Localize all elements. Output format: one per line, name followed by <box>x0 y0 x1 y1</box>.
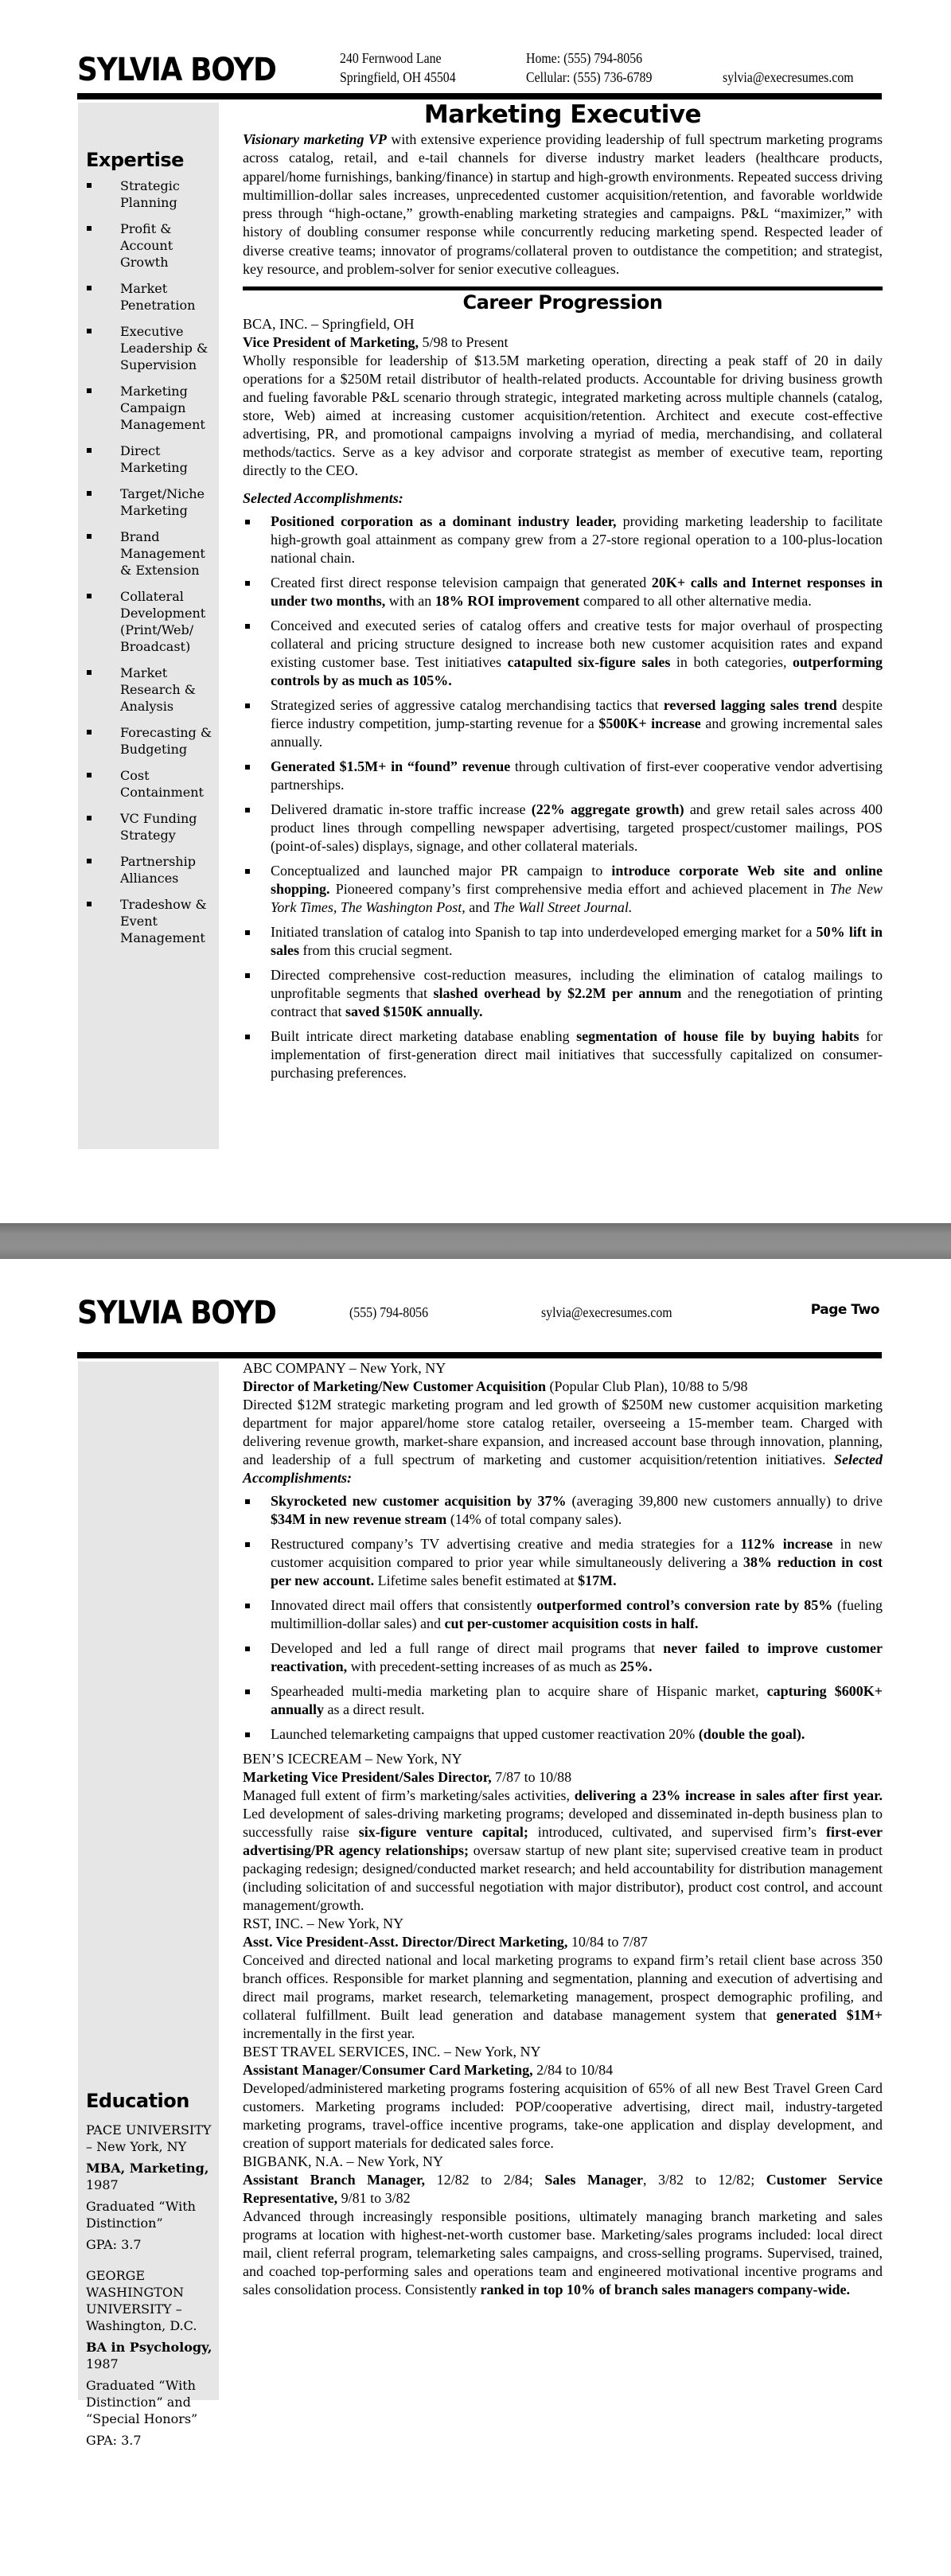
candidate-name: SYLVIA BOYD <box>77 1295 276 1331</box>
emphasis-text: 38% reduction in cost per new account. <box>271 1554 883 1588</box>
job-title: Vice President of Marketing, <box>243 334 419 351</box>
job-company: ABC COMPANY – New York, NY <box>243 1360 446 1376</box>
accomplishment-item <box>243 1596 883 1633</box>
text-run: Spearheaded multi-media marketing plan to acquire share of Hispanic market, <box>271 1683 767 1699</box>
expertise-item <box>86 177 219 211</box>
square-bullet-icon <box>87 448 92 453</box>
expertise-item <box>86 853 219 887</box>
degree <box>86 2339 212 2372</box>
accomplishment-item <box>243 1492 883 1529</box>
emphasis-text: capturing $600K+ annually <box>271 1683 883 1717</box>
expertise-label: Cost Containment <box>120 768 204 800</box>
emphasis-text: slashed overhead by $2.2M per annum <box>433 985 682 1002</box>
expertise-label: Partnership Alliances <box>120 854 196 886</box>
expertise-item <box>86 767 219 801</box>
expertise-item <box>86 588 219 655</box>
degree-year: 1987 <box>86 2177 119 2192</box>
job-title: Director of Marketing/New Customer Acquisition <box>243 1378 546 1394</box>
square-bullet-icon <box>245 930 250 935</box>
expertise-label: Direct Marketing <box>120 443 188 475</box>
address-line-1: 240 Fernwood Lane <box>340 50 442 66</box>
expertise-item <box>86 528 219 579</box>
job-company: BCA, INC. – Springfield, OH <box>243 316 415 333</box>
job-entry <box>243 1359 883 1744</box>
emphasis-text: outperformed control’s conversion rate by 85% <box>536 1597 833 1613</box>
accomplishment-item <box>243 696 883 751</box>
sidebar-education <box>78 1362 219 2448</box>
emphasis-text: Generated $1.5M+ in “found” revenue <box>271 758 511 775</box>
degree <box>86 2160 212 2193</box>
text-run: (averaging 39,800 new customers annually) to drive <box>566 1493 883 1509</box>
main-content-page-2 <box>243 1359 883 2299</box>
square-bullet-icon <box>245 1542 250 1547</box>
accomplishment-item <box>243 617 883 690</box>
emphasis-text: 20K+ calls and Internet responses in under two months, <box>271 575 883 610</box>
text-run: Conceptualized and launched major PR campaign to <box>271 863 612 879</box>
square-bullet-icon <box>87 329 92 333</box>
accomplishment-item <box>243 966 883 1021</box>
square-bullet-icon <box>245 1035 250 1039</box>
text-run: Innovated direct mail offers that consistently <box>271 1597 537 1613</box>
accomplishment-item <box>243 1682 883 1719</box>
job-role <box>243 1768 883 1787</box>
expertise-item <box>86 383 219 433</box>
header-rule <box>77 93 882 99</box>
expertise-label: Strategic Planning <box>120 178 180 210</box>
text-run: (fueling multimillion-dollar sales) and <box>271 1597 883 1631</box>
job-company: BEST TRAVEL SERVICES, INC. – New York, NY <box>243 2044 541 2060</box>
expertise-item <box>86 280 219 314</box>
education-heading: Education <box>86 2090 189 2112</box>
summary-text: with extensive experience providing leadership of full spectrum marketing programs across catalog, retail, and e-tail channels for diverse industry market leaders (healthcare products, apparel/home furnishings, banking/finance) in startup and high-growth environments. Repeated success driving multimillion-dollar sales increases, unprecedented customer acquisition/retention, and favorable worldwide press through “high-octane,” growth-enabling marketing strategies and campaigns. P&L “maximizer,” with history of doubling consumer response while concurrently reducing marketing spend. Respected leader of diverse creative teams; innovator of programs/collateral proven to outdistance the competition; and strategist, key resource, and problem-solver for senior executive colleagues. <box>243 131 883 278</box>
page-number: Page Two <box>810 1302 879 1318</box>
emphasis-text: 18% ROI improvement <box>435 593 580 610</box>
text-run: and grew retail sales across 400 product lines through compelling newspaper advertising, targeted prospect/customer mailings, POS (point-of-sales) displays, signage, and other collateral materials. <box>271 801 883 855</box>
text-run: Conceived and directed national and local marketing programs to expand firm’s retail client base across 350 branch offices. Responsible for market planning and segmentation, planning and execution of advertising and direct mail programs, market research, telemarketing management, prospect demographic profiling, and collateral fulfillment. Built lead generation and database management system that <box>243 1952 883 2023</box>
sidebar-expertise <box>78 103 219 1149</box>
school-name: GEORGE WASHINGTON UNIVERSITY – Washington, D.C. <box>86 2268 197 2333</box>
job-description <box>243 2208 883 2299</box>
emphasis-text: (22% aggregate growth) <box>531 801 684 818</box>
square-bullet-icon <box>245 703 250 708</box>
square-bullet-icon <box>87 670 92 675</box>
expertise-item <box>86 485 219 519</box>
text-run: as a direct result. <box>324 1701 425 1717</box>
gpa: GPA: 3.7 <box>86 2433 142 2448</box>
emphasis-text: catapulted six-figure sales <box>507 654 671 671</box>
phone: (555) 794-8056 <box>349 1304 428 1320</box>
job-title: Marketing Vice President/Sales Director, <box>243 1769 492 1785</box>
email-link[interactable]: sylvia@execresumes.com <box>723 69 854 85</box>
text-run: Developed and led a full range of direct mail programs that <box>271 1640 664 1656</box>
page-title: Marketing Executive <box>423 100 702 129</box>
emphasis-text: Sales Manager <box>544 2172 643 2188</box>
text-run: from this crucial segment. <box>299 942 453 959</box>
expertise-label: Tradeshow & Event Management <box>120 897 207 945</box>
emphasis-text: cut per-customer acquisition costs in half. <box>444 1615 699 1631</box>
emphasis-text: generated $1M+ <box>776 2007 883 2023</box>
job-description <box>243 1951 883 2043</box>
job-role <box>243 1933 883 1951</box>
expertise-label: Marketing Campaign Management <box>120 384 205 432</box>
text-run: for implementation of first-generation direct mail initiatives that successfully capitalized on consumer-purchasing preferences. <box>271 1028 883 1081</box>
expertise-label: Profit & Account Growth <box>120 221 173 270</box>
text-run: Restructured company’s TV advertising creative and media strategies for a <box>271 1536 741 1552</box>
school-name: PACE UNIVERSITY – New York, NY <box>86 2122 212 2154</box>
job-dates: 10/84 to 7/87 <box>567 1934 648 1950</box>
job-title: Asst. Vice President-Asst. Director/Direct Marketing, <box>243 1934 568 1950</box>
emphasis-text: introduce corporate Web site and online shopping. <box>271 863 883 898</box>
square-bullet-icon <box>87 773 92 777</box>
text-run: through cultivation of first-ever cooperative vendor advertising partnerships. <box>271 758 883 793</box>
page-header <box>77 48 881 95</box>
square-bullet-icon <box>87 183 92 188</box>
job-role <box>243 2171 883 2208</box>
expertise-item <box>86 442 219 476</box>
career-heading: Career Progression <box>462 291 663 314</box>
text-run: and growing incremental sales annually. <box>271 715 883 750</box>
emphasis-text: never failed to improve customer reactivation, <box>271 1640 883 1674</box>
text-run: Led development of sales-driving marketing programs; developed and disseminated in-depth business plan to successfully raise <box>243 1806 883 1840</box>
square-bullet-icon <box>87 902 92 906</box>
publication-name: The New York Times, The Washington Post, <box>271 881 883 916</box>
expertise-label: Target/Niche Marketing <box>120 486 205 518</box>
cell-phone: Cellular: (555) 736-6789 <box>526 69 653 85</box>
square-bullet-icon <box>245 581 250 586</box>
text-run: , 3/82 to 12/82; <box>642 2172 766 2188</box>
text-run: Delivered dramatic in-store traffic increase <box>271 801 532 818</box>
text-run: with an <box>385 593 435 610</box>
emphasis-text: outperforming controls by as much as 105%. <box>271 654 883 689</box>
square-bullet-icon <box>245 1689 250 1694</box>
expertise-item <box>86 323 219 373</box>
job-company: RST, INC. – New York, NY <box>243 1915 404 1931</box>
text-run: Launched telemarketing campaigns that upped customer reactivation 20% <box>271 1726 699 1742</box>
text-run: Built intricate direct marketing database enabling <box>271 1028 577 1045</box>
text-run: and the renegotiation of printing contract that <box>271 985 883 1020</box>
text-run: despite fierce industry competition, jump-starting revenue for a <box>271 697 883 732</box>
honors: Graduated “With Distinction” <box>86 2199 196 2231</box>
accomplishment-item <box>243 862 883 917</box>
summary-lead: Visionary marketing VP <box>243 131 387 147</box>
text-run: Created first direct response television campaign that generated <box>271 575 652 591</box>
section-rule <box>243 286 883 290</box>
accomplishments-list <box>243 512 883 1082</box>
square-bullet-icon <box>87 594 92 598</box>
emphasis-text: Positioned corporation as a dominant industry leader, <box>271 513 617 530</box>
emphasis-text: delivering a 23% increase in sales after first year. <box>574 1787 883 1803</box>
text-run: Directed comprehensive cost-reduction measures, including the elimination of catalog mailings to unprofitable segments that <box>271 967 883 1002</box>
job-entry <box>243 2153 883 2299</box>
job-company: BIGBANK, N.A. – New York, NY <box>243 2153 444 2169</box>
square-bullet-icon <box>87 286 92 290</box>
publication-name: The Wall Street Journal. <box>493 899 633 916</box>
job-title: Assistant Manager/Consumer Card Marketing, <box>243 2062 533 2078</box>
expertise-label: Brand Management & Extension <box>120 529 205 578</box>
expertise-label: Market Research & Analysis <box>120 665 196 714</box>
expertise-item <box>86 896 219 946</box>
text-run: Advanced through increasingly responsible positions, ultimately managing branch marketing and sales programs at location with highest-net-worth customer base. Marketing/sales programs included: local direct mail, client referral program, telemarketing sales campaigns, and cross-selling programs. Supervised, trained, and coached top-performing sales and operations team and engineered motivational incentive programs and sales consolidation process. Consistently <box>243 2208 883 2297</box>
expertise-item <box>86 724 219 758</box>
job-entry <box>243 1915 883 2043</box>
degree-title: MBA, Marketing, <box>86 2161 209 2176</box>
square-bullet-icon <box>245 973 250 978</box>
square-bullet-icon <box>87 859 92 863</box>
expertise-heading: Expertise <box>86 149 184 171</box>
expertise-label: VC Funding Strategy <box>120 811 197 843</box>
address-line-2: Springfield, OH 45504 <box>340 69 456 85</box>
text-run: Initiated translation of catalog into Spanish to tap into underdeveloped emerging market for a <box>271 924 817 941</box>
square-bullet-icon <box>245 1499 250 1504</box>
emphasis-text: 50% lift in sales <box>271 924 883 959</box>
job-description <box>243 2079 883 2153</box>
emphasis-text: segmentation of house file by buying habits <box>576 1028 859 1045</box>
text-run: Lifetime sales benefit estimated at <box>374 1572 579 1588</box>
job-role <box>243 2061 883 2079</box>
emphasis-text: (double the goal). <box>698 1726 805 1742</box>
emphasis-text: Assistant Branch Manager, <box>243 2172 426 2188</box>
text-run: Conceived and executed series of catalog offers and creative tests for major overhaul of prospecting collateral and pricing structure designed to increase both new customer acquisition rates and expand existing customer base. Test initiatives <box>271 618 883 671</box>
text-run: with precedent-setting increases of as much as <box>347 1658 621 1674</box>
square-bullet-icon <box>87 388 92 393</box>
square-bullet-icon <box>245 869 250 874</box>
text-run: in both categories, <box>670 654 793 671</box>
text-run: Strategized series of aggressive catalog merchandising tactics that <box>271 697 664 714</box>
accomplishment-item <box>243 1725 883 1744</box>
expertise-label: Executive Leadership & Supervision <box>120 324 209 372</box>
expertise-item <box>86 810 219 844</box>
accomplishments-label: Selected Accomplishments: <box>243 1452 883 1486</box>
profile-summary <box>243 131 883 279</box>
emphasis-text: 112% increase <box>740 1536 833 1552</box>
expertise-item <box>86 664 219 715</box>
job-dates: 5/98 to Present <box>418 334 509 351</box>
text-run: in new customer acquisition compared to prior year while simultaneously delivering a <box>271 1536 883 1570</box>
accomplishment-item <box>243 574 883 610</box>
expertise-item <box>86 220 219 271</box>
education-entry <box>86 2122 212 2253</box>
job-description <box>243 1396 883 1487</box>
job-role <box>243 1378 883 1396</box>
header-rule <box>77 1352 882 1358</box>
degree-year: 1987 <box>86 2356 119 2371</box>
honors: Graduated “With Distinction” and “Special Honors” <box>86 2378 198 2426</box>
gpa: GPA: 3.7 <box>86 2237 142 2252</box>
text-run: providing marketing leadership to facilitate high-growth goal attainment as company grew from a 27-store regional operation to a 100-plus-location national chain. <box>271 513 883 567</box>
square-bullet-icon <box>245 1732 250 1737</box>
expertise-list <box>78 177 219 946</box>
job-description <box>243 1787 883 1915</box>
accomplishment-item <box>243 758 883 794</box>
square-bullet-icon <box>245 624 250 629</box>
job-description: Wholly responsible for leadership of $13.5M marketing operation, directing a peak staff of 20 in daily operations for a $250M retail distributor of health-related products. Accountable for driving business growth and fueling favorable P&L scenario through strategic, integrated marketing across multiple channels (catalog, store, Web) aimed at increasing customer acquisition/retention. Architect and execute cost-effective advertising, PR, and promotional campaigns involving a myriad of media, merchandising, and collateral methods/tactics. Serve as a key advisor and corporate strategist as member of executive team, reporting directly to the CEO. <box>243 353 883 479</box>
job-dates: 2/84 to 10/84 <box>532 2062 614 2078</box>
emphasis-text: Customer Service Representative, <box>243 2172 883 2206</box>
email-link[interactable]: sylvia@execresumes.com <box>541 1304 672 1320</box>
square-bullet-icon <box>87 226 92 231</box>
emphasis-text: $34M in new revenue stream <box>271 1511 447 1527</box>
text-run: Pioneered company’s first comprehensive media effort and achieved placement in <box>329 881 830 898</box>
square-bullet-icon <box>245 520 250 524</box>
square-bullet-icon <box>245 808 250 813</box>
accomplishment-item <box>243 1535 883 1590</box>
accomplishments-list <box>243 1492 883 1744</box>
expertise-label: Market Penetration <box>120 281 196 313</box>
text-run: Managed full extent of firm’s marketing/sales activities, <box>243 1787 575 1803</box>
text-run: 12/82 to 2/84; <box>425 2172 545 2188</box>
job-entry <box>243 2043 883 2153</box>
accomplishment-item <box>243 1027 883 1082</box>
square-bullet-icon <box>245 1647 250 1651</box>
emphasis-text: reversed lagging sales trend <box>663 697 837 714</box>
accomplishment-item <box>243 801 883 855</box>
home-phone: Home: (555) 794-8056 <box>526 50 643 66</box>
resume-page-1 <box>0 0 951 1223</box>
accomplishment-item <box>243 923 883 960</box>
square-bullet-icon <box>87 491 92 496</box>
education-entry <box>86 2267 212 2449</box>
job-company: BEN’S ICECREAM – New York, NY <box>243 1751 462 1767</box>
job-entry <box>243 1750 883 1915</box>
text-run: incrementally in the first year. <box>243 2025 415 2041</box>
emphasis-text: $500K+ increase <box>598 715 701 732</box>
description-text: Directed $12M strategic marketing program and led growth of $250M new customer acquisition marketing department for major apparel/home store catalog retailer, overseeing a 15-member team. Charged with delivering revenue growth, market-share expansion, and increased account base through innovation, planning, and leadership of a full spectrum of marketing and customer acquisition/retention initiatives. <box>243 1397 883 1467</box>
text-run: 9/81 to 3/82 <box>337 2190 411 2206</box>
main-content-page-1 <box>243 100 883 1089</box>
square-bullet-icon <box>245 1604 250 1608</box>
square-bullet-icon <box>87 816 92 820</box>
emphasis-text: saved $150K annually. <box>345 1004 483 1020</box>
candidate-name: SYLVIA BOYD <box>77 52 276 88</box>
emphasis-text: $17M. <box>578 1572 617 1588</box>
emphasis-text: first-ever advertising/PR agency relationships; <box>243 1824 883 1858</box>
job-dates: (Popular Club Plan), 10/88 to 5/98 <box>545 1378 748 1394</box>
degree-title: BA in Psychology, <box>86 2340 212 2355</box>
square-bullet-icon <box>87 534 92 539</box>
expertise-label: Collateral Development (Print/Web/ Broadcast) <box>120 589 206 654</box>
emphasis-text: six-figure venture capital; <box>358 1824 528 1840</box>
education-section <box>78 2090 219 2463</box>
text-run: oversaw startup of new plant site; supervised creative team in product packaging redesign; designed/conducted market research; and held accountability for distribution management (including solicitation of and successful negotiation with major distributor), product cost control, and account management/growth. <box>243 1842 883 1913</box>
page-separator <box>0 1223 951 1259</box>
emphasis-text: 25%. <box>620 1658 653 1674</box>
text-run: introduced, cultivated, and supervised firm’s <box>528 1824 827 1840</box>
square-bullet-icon <box>245 765 250 770</box>
text-run: compared to all other alternative media. <box>579 593 812 610</box>
text-run: and <box>465 899 493 916</box>
accomplishment-item <box>243 1639 883 1676</box>
text-run: (14% of total company sales). <box>446 1511 622 1527</box>
job-role <box>243 333 883 352</box>
square-bullet-icon <box>87 730 92 735</box>
page-2-header <box>77 1297 881 1337</box>
emphasis-text: Skyrocketed new customer acquisition by 37% <box>271 1493 567 1509</box>
resume-page-2 <box>0 1259 951 2576</box>
text-run: Developed/administered marketing programs fostering acquisition of 65% of all new Best Travel Green Card customers. Marketing programs included: POP/cooperative advertising, direct mail, industry-targeted marketing programs, travel-office incentive programs, take-one application and display development, and creation of support materials for dedicated sales force. <box>243 2080 883 2151</box>
job-dates: 7/87 to 10/88 <box>491 1769 572 1785</box>
expertise-label: Forecasting & Budgeting <box>120 725 212 757</box>
accomplishments-label: Selected Accomplishments: <box>243 490 403 507</box>
emphasis-text: ranked in top 10% of branch sales managers company-wide. <box>480 2282 850 2297</box>
accomplishment-item <box>243 512 883 567</box>
